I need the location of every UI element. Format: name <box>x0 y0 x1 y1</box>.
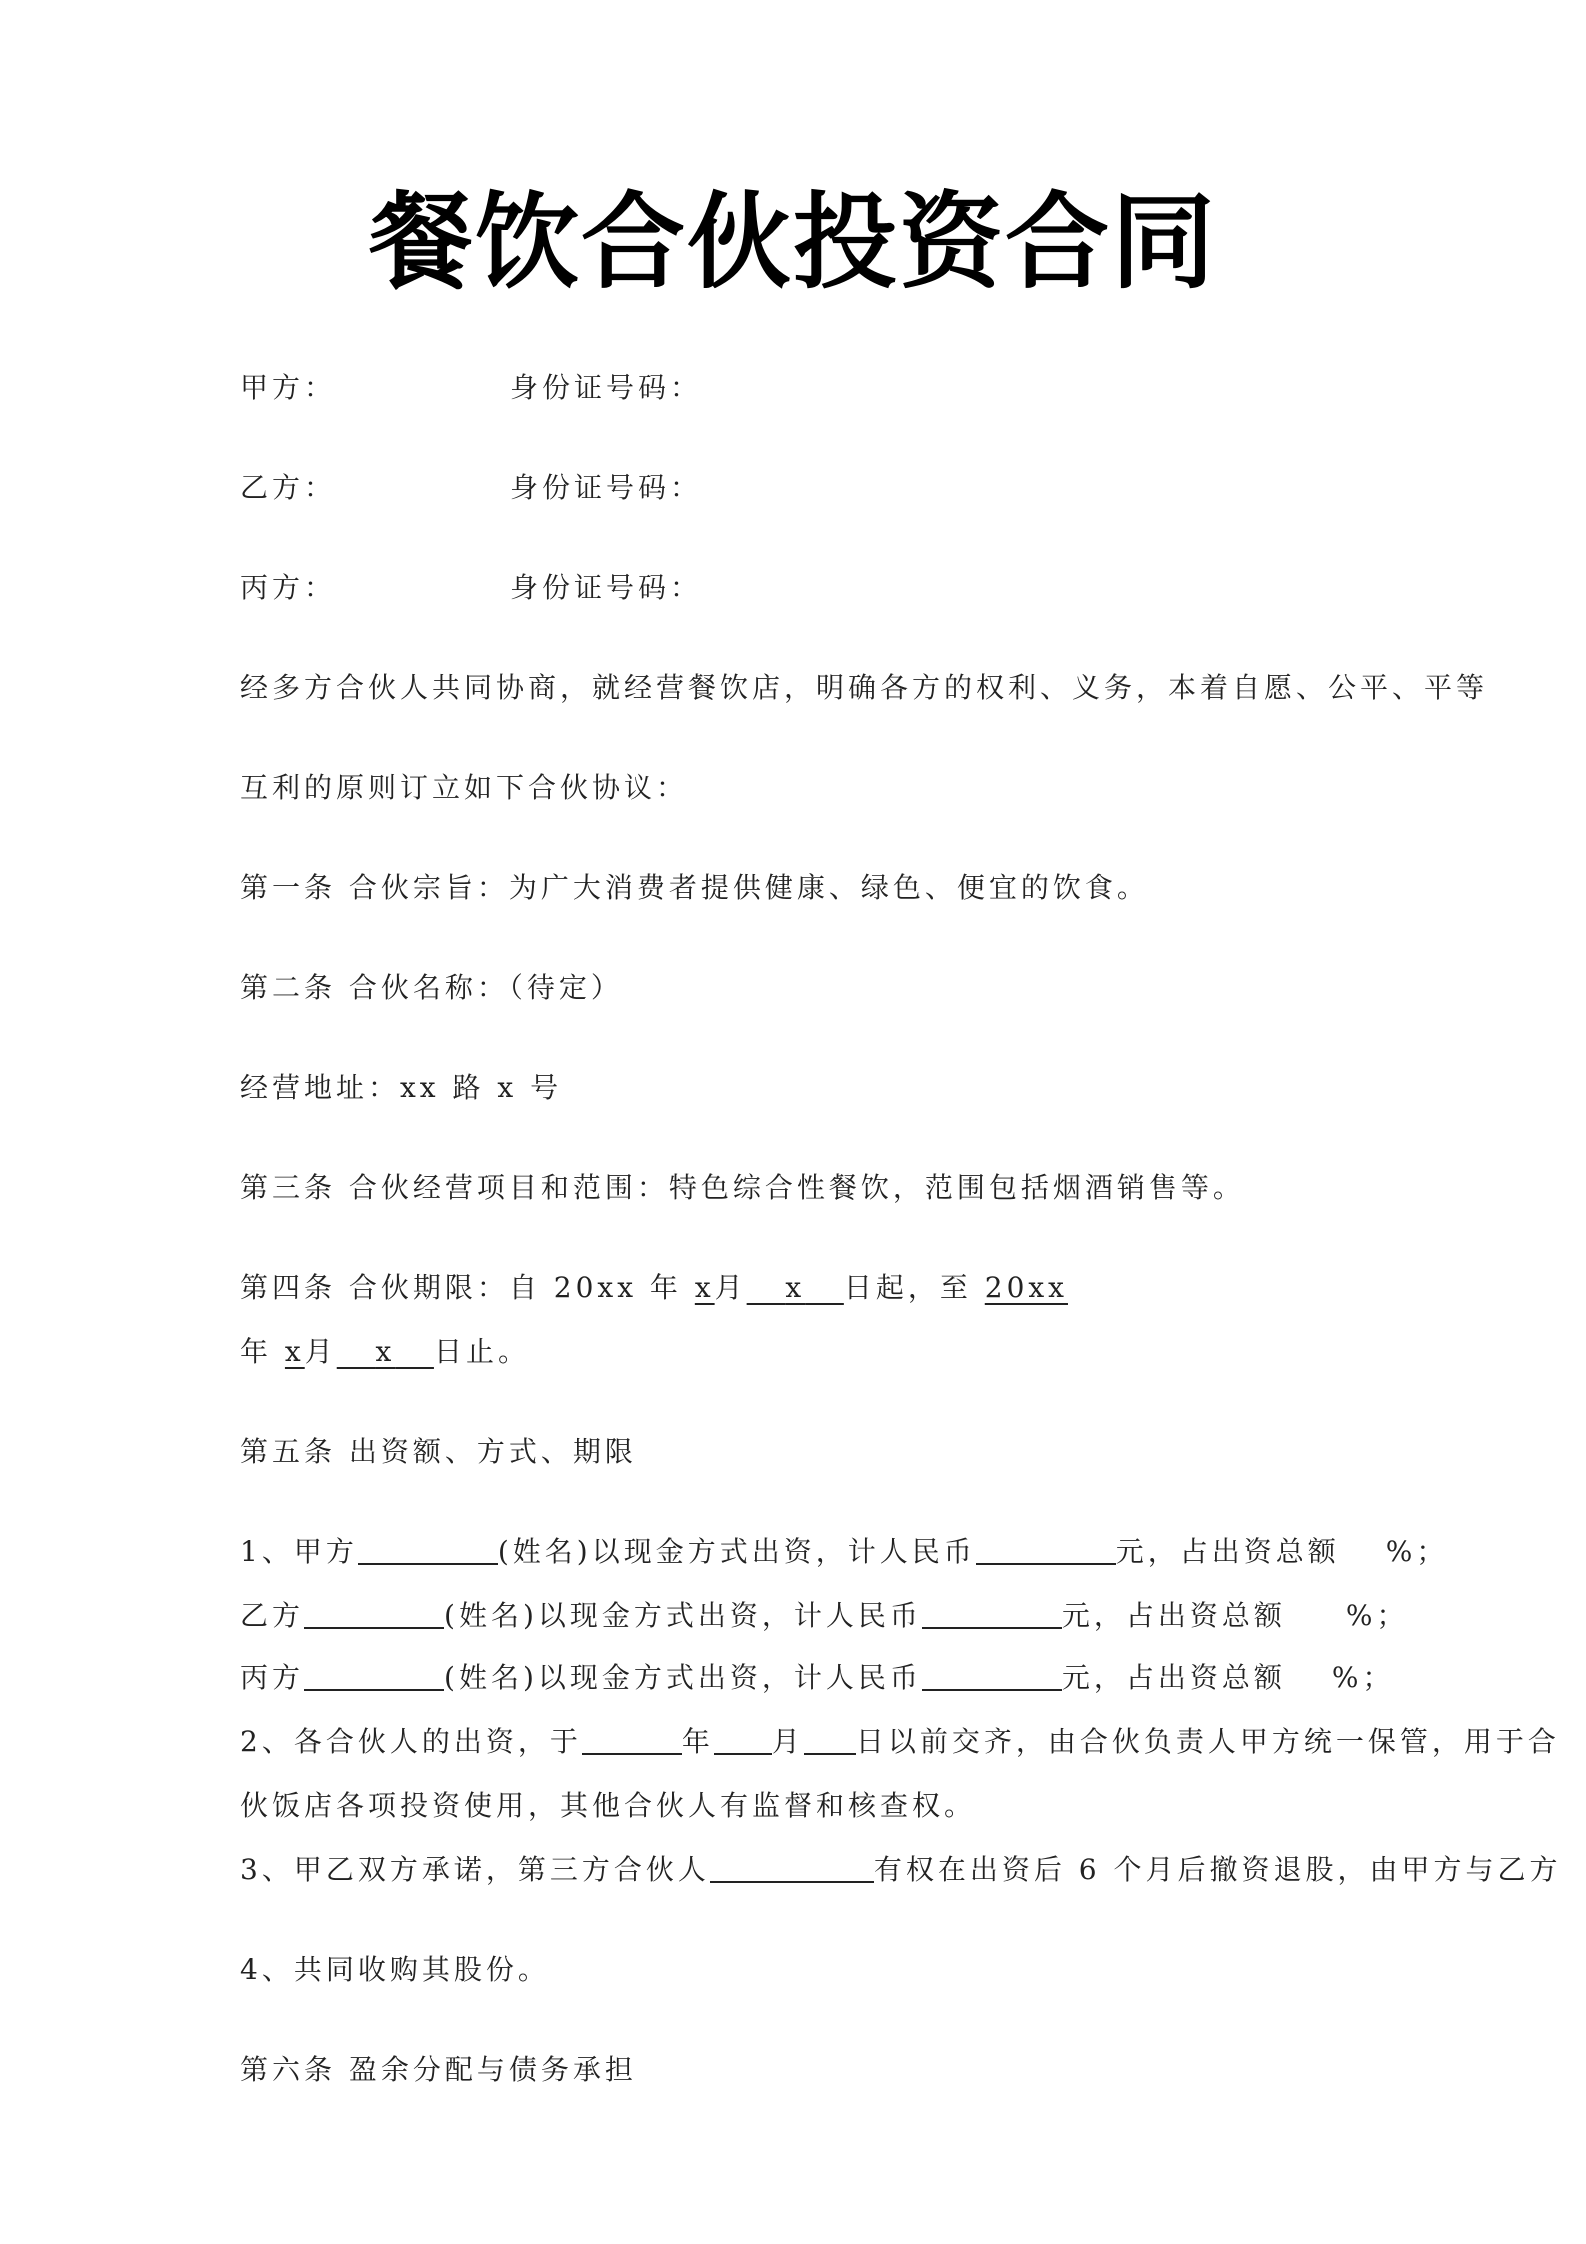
clause-2-text: 日以前交齐，由合伙负责人甲方统一保管，用于合 <box>855 1725 1560 1758</box>
article-5-heading: 第五条 出资额、方式、期限 <box>240 1435 637 1468</box>
amount-blank <box>922 1599 1062 1629</box>
term-prefix: 第四条 合伙期限：自 20xx 年 <box>240 1271 682 1304</box>
month-label: 月 <box>771 1725 804 1758</box>
partner-label: 丙方 <box>240 1661 305 1694</box>
term-end: 日止。 <box>433 1335 530 1368</box>
article-3: 第三条 合伙经营项目和范围：特色综合性餐饮，范围包括烟酒销售等。 <box>240 1171 1245 1204</box>
article-1: 第一条 合伙宗旨：为广大消费者提供健康、绿色、便宜的饮食。 <box>240 871 1149 904</box>
share-text: 元，占出资总额 <box>1061 1661 1286 1694</box>
clause-2-line-2: 伙饭店各项投资使用，其他合伙人有监督和核查权。 <box>240 1789 977 1822</box>
document-title: 餐饮合伙投资合同 <box>368 181 1217 303</box>
party-line-c <box>240 568 703 608</box>
article-4-line-1 <box>240 1268 1068 1308</box>
contribution-text: (姓名)以现金方式出资，计人民币 <box>497 1535 976 1568</box>
article-6: 第六条 盈余分配与债务承担 <box>240 2053 637 2086</box>
month-blank <box>714 1725 772 1755</box>
share-text: 元，占出资总额 <box>1115 1535 1340 1568</box>
name-blank <box>358 1535 498 1565</box>
party-line-b <box>240 468 703 508</box>
preamble-line-1: 经多方合伙人共同协商，就经营餐饮店，明确各方的权利、义务，本着自愿、公平、平等 <box>240 671 1489 704</box>
article-2: 第二条 合伙名称：（待定） <box>240 971 623 1004</box>
clause-2-text: 2、各合伙人的出资，于 <box>240 1725 582 1758</box>
id-number-label: 身份证号码： <box>510 571 703 604</box>
party-line-a <box>240 368 703 408</box>
article-4-line-2 <box>240 1332 530 1372</box>
business-address: 经营地址：xx 路 x 号 <box>240 1071 563 1104</box>
percent-mark: %； <box>1331 1661 1395 1694</box>
year-blank <box>582 1725 682 1755</box>
clause-3-text: 3、甲乙双方承诺，第三方合伙人 <box>240 1853 710 1886</box>
amount-blank <box>976 1535 1116 1565</box>
clause-2-line-1 <box>240 1722 1560 1762</box>
day-blank <box>804 1725 856 1755</box>
party-label: 乙方： <box>240 471 337 504</box>
party-label: 丙方： <box>240 571 337 604</box>
name-blank <box>304 1599 444 1629</box>
month-label: 月 <box>714 1271 747 1304</box>
partner-label: 乙方 <box>240 1599 305 1632</box>
amount-blank <box>922 1661 1062 1691</box>
contribution-text: (姓名)以现金方式出资，计人民币 <box>444 1661 922 1694</box>
term-mid: 日起，至 <box>843 1271 972 1304</box>
month-label: 月 <box>304 1335 337 1368</box>
share-text: 元，占出资总额 <box>1061 1599 1286 1632</box>
contribution-line-a <box>240 1532 1448 1572</box>
contribution-text: (姓名)以现金方式出资，计人民币 <box>444 1599 922 1632</box>
clause-number: 1、 <box>240 1535 294 1568</box>
year-label: 年 <box>240 1335 273 1368</box>
name-blank <box>304 1661 444 1691</box>
partner-label: 甲方 <box>293 1535 358 1568</box>
start-day-field <box>747 1271 844 1304</box>
party-label: 甲方： <box>240 371 337 404</box>
year-label: 年 <box>681 1725 714 1758</box>
end-day-field <box>337 1335 434 1368</box>
contribution-line-b <box>240 1596 1409 1636</box>
end-day-value: x <box>375 1335 396 1368</box>
start-month-field: x <box>694 1271 715 1304</box>
id-number-label: 身份证号码： <box>510 471 703 504</box>
clause-3-text: 有权在出资后 6 个月后撤资退股，由甲方与乙方 <box>873 1853 1562 1886</box>
start-day-value: x <box>785 1271 806 1304</box>
clause-3 <box>240 1850 1561 1890</box>
partner-name-blank <box>710 1853 874 1883</box>
percent-mark: %； <box>1385 1535 1449 1568</box>
id-number-label: 身份证号码： <box>510 371 703 404</box>
end-year-field: 20xx <box>984 1271 1068 1304</box>
preamble-line-2: 互利的原则订立如下合伙协议： <box>240 771 689 804</box>
percent-mark: %； <box>1345 1599 1409 1632</box>
clause-4: 4、共同收购其股份。 <box>240 1953 550 1986</box>
contribution-line-c <box>240 1658 1395 1698</box>
end-month-field: x <box>284 1335 305 1368</box>
